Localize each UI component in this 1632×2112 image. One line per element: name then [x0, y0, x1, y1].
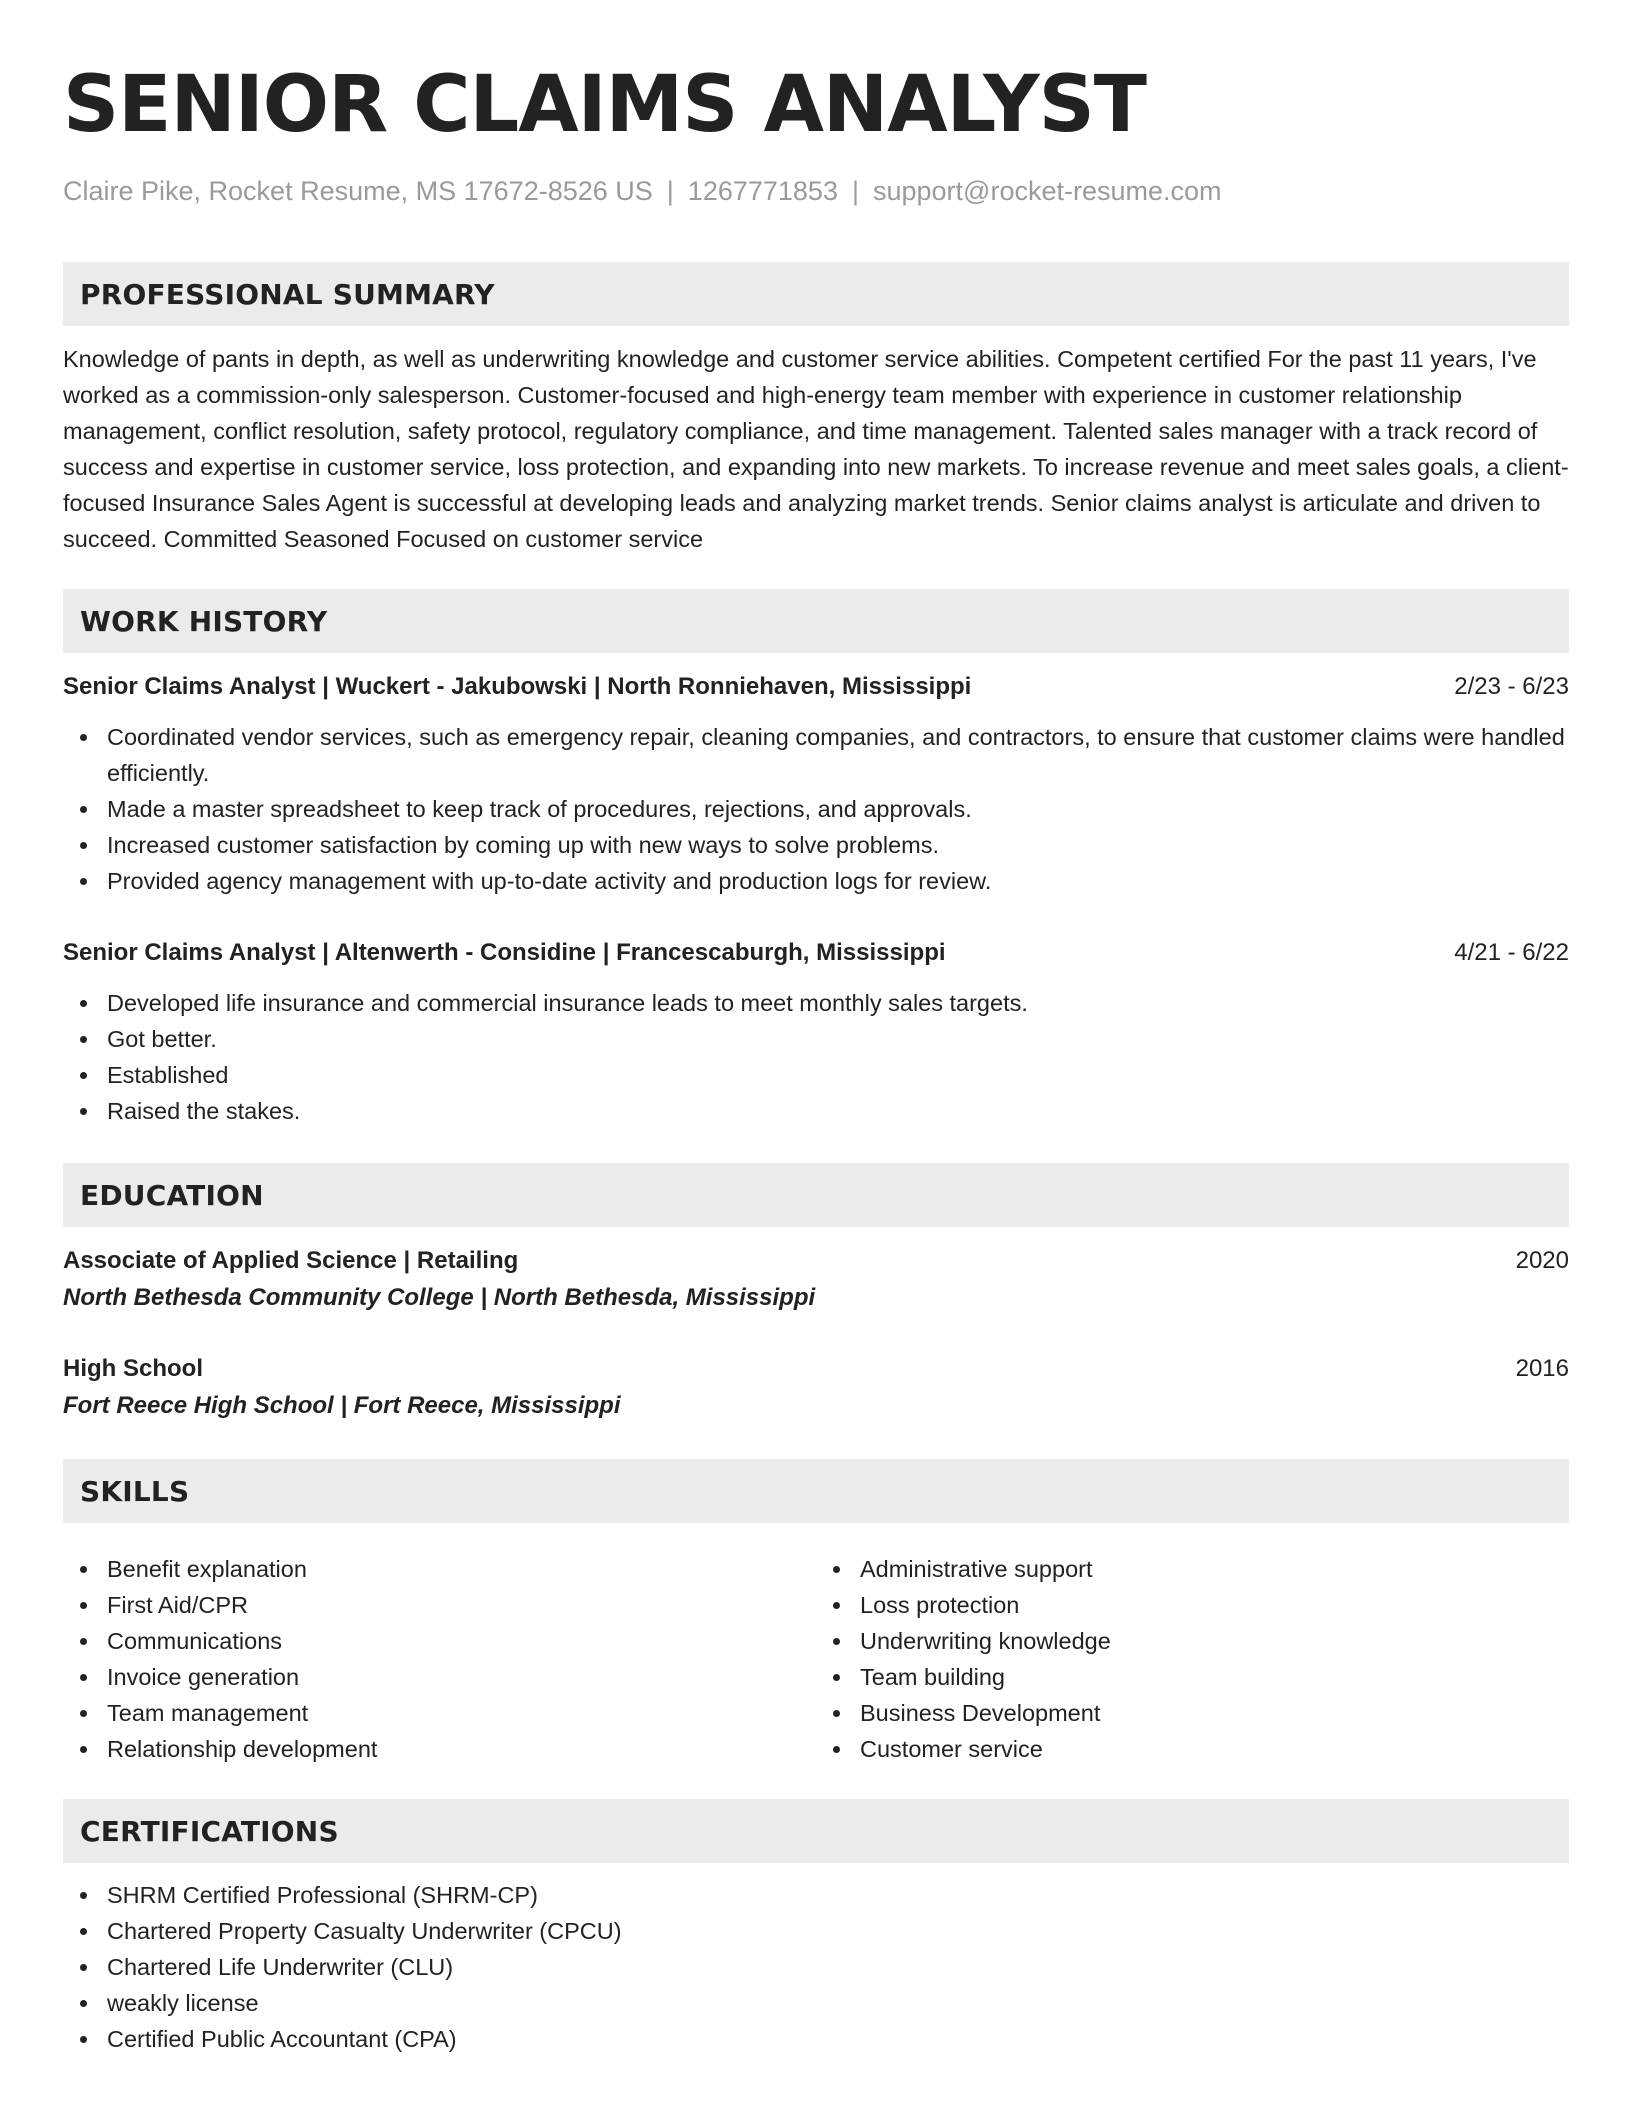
summary-section-header [63, 262, 1569, 326]
education-year: 2016 [1515, 1355, 1569, 1382]
skills-heading: SKILLS [80, 1474, 190, 1508]
contact-phone: 1267771853 [687, 176, 838, 206]
certifications-section-header [63, 1799, 1569, 1863]
skills-section-header [63, 1459, 1569, 1523]
certification-item: Chartered Property Casualty Underwriter (CPCU) [63, 1913, 1569, 1949]
certification-item: weakly license [63, 1985, 1569, 2021]
job-bullet: Increased customer satisfaction by coming up with new ways to solve problems. [63, 827, 1569, 863]
education-school: North Bethesda Community College | North Bethesda, Mississippi [63, 1284, 816, 1311]
skill-item: Business Development [816, 1695, 1569, 1731]
job-entry [63, 935, 1569, 1129]
job-bullet: Developed life insurance and commercial insurance leads to meet monthly sales targets. [63, 985, 1569, 1021]
skill-item: Team building [816, 1659, 1569, 1695]
certifications-list [63, 1877, 1569, 2057]
certification-item: Certified Public Accountant (CPA) [63, 2021, 1569, 2057]
skill-item: Communications [63, 1623, 816, 1659]
education-entry [63, 1351, 1569, 1425]
education-heading: EDUCATION [80, 1178, 264, 1212]
skill-item: Invoice generation [63, 1659, 816, 1695]
skill-item: Loss protection [816, 1587, 1569, 1623]
skills-list-right [816, 1551, 1569, 1767]
education-degree: High School [63, 1355, 203, 1382]
job-entry [63, 669, 1569, 899]
job-bullet: Got better. [63, 1021, 1569, 1057]
skill-item: Customer service [816, 1731, 1569, 1767]
skills-columns [63, 1537, 1569, 1767]
job-bullet: Raised the stakes. [63, 1093, 1569, 1129]
summary-text: Knowledge of pants in depth, as well as underwriting knowledge and customer service abilities. Competent certified For the past 11 years, I've worked as a commission-only salesperson. Customer-focused and high-energy team member with experience in customer relationship management, conflict resolution, safety protocol, regulatory compliance, and time management. Talented sales manager with a track record of success and expertise in customer service, loss protection, and expanding into new markets. To increase revenue and meet sales goals, a client-focused Insurance Sales Agent is successful at developing leads and analyzing market trends. Senior claims analyst is articulate and driven to succeed. Committed Seasoned Focused on customer service [63, 346, 1569, 552]
skill-item: Underwriting knowledge [816, 1623, 1569, 1659]
work-heading: WORK HISTORY [80, 604, 328, 638]
skill-item: First Aid/CPR [63, 1587, 816, 1623]
job-bullet: Coordinated vendor services, such as emergency repair, cleaning companies, and contractors, to ensure that customer claims were handled efficiently. [63, 719, 1569, 791]
certification-item: Chartered Life Underwriter (CLU) [63, 1949, 1569, 1985]
education-degree: Associate of Applied Science | Retailing [63, 1247, 519, 1274]
job-bullets [63, 719, 1569, 899]
certification-item: SHRM Certified Professional (SHRM-CP) [63, 1877, 1569, 1913]
education-entry [63, 1243, 1569, 1317]
summary-heading: PROFESSIONAL SUMMARY [80, 277, 495, 311]
education-school: Fort Reece High School | Fort Reece, Mississippi [63, 1392, 621, 1419]
contact-separator: | [666, 176, 674, 206]
education-section-header [63, 1163, 1569, 1227]
job-bullet: Made a master spreadsheet to keep track of procedures, rejections, and approvals. [63, 791, 1569, 827]
contact-line [63, 174, 1569, 208]
job-dates: 4/21 - 6/22 [1454, 939, 1569, 966]
education-year: 2020 [1515, 1247, 1569, 1274]
skill-item: Benefit explanation [63, 1551, 816, 1587]
job-title: Senior Claims Analyst | Wuckert - Jakubowski | North Ronniehaven, Mississippi [63, 673, 972, 700]
skill-item: Team management [63, 1695, 816, 1731]
job-bullet: Established [63, 1057, 1569, 1093]
job-header [63, 935, 1569, 971]
job-title: Senior Claims Analyst | Altenwerth - Considine | Francescaburgh, Mississippi [63, 939, 946, 966]
job-header [63, 669, 1569, 705]
contact-address: Claire Pike, Rocket Resume, MS 17672-8526 US [63, 176, 653, 206]
job-bullet: Provided agency management with up-to-date activity and production logs for review. [63, 863, 1569, 899]
skill-item: Administrative support [816, 1551, 1569, 1587]
certifications-heading: CERTIFICATIONS [80, 1814, 339, 1848]
job-dates: 2/23 - 6/23 [1454, 673, 1569, 700]
job-bullets [63, 985, 1569, 1129]
skills-list-left [63, 1551, 816, 1767]
education-header [63, 1243, 1569, 1279]
contact-email: support@rocket-resume.com [872, 176, 1222, 206]
resume-title: SENIOR CLAIMS ANALYST [63, 60, 1146, 150]
education-header [63, 1351, 1569, 1387]
contact-separator: | [851, 176, 859, 206]
skill-item: Relationship development [63, 1731, 816, 1767]
work-section-header [63, 589, 1569, 653]
